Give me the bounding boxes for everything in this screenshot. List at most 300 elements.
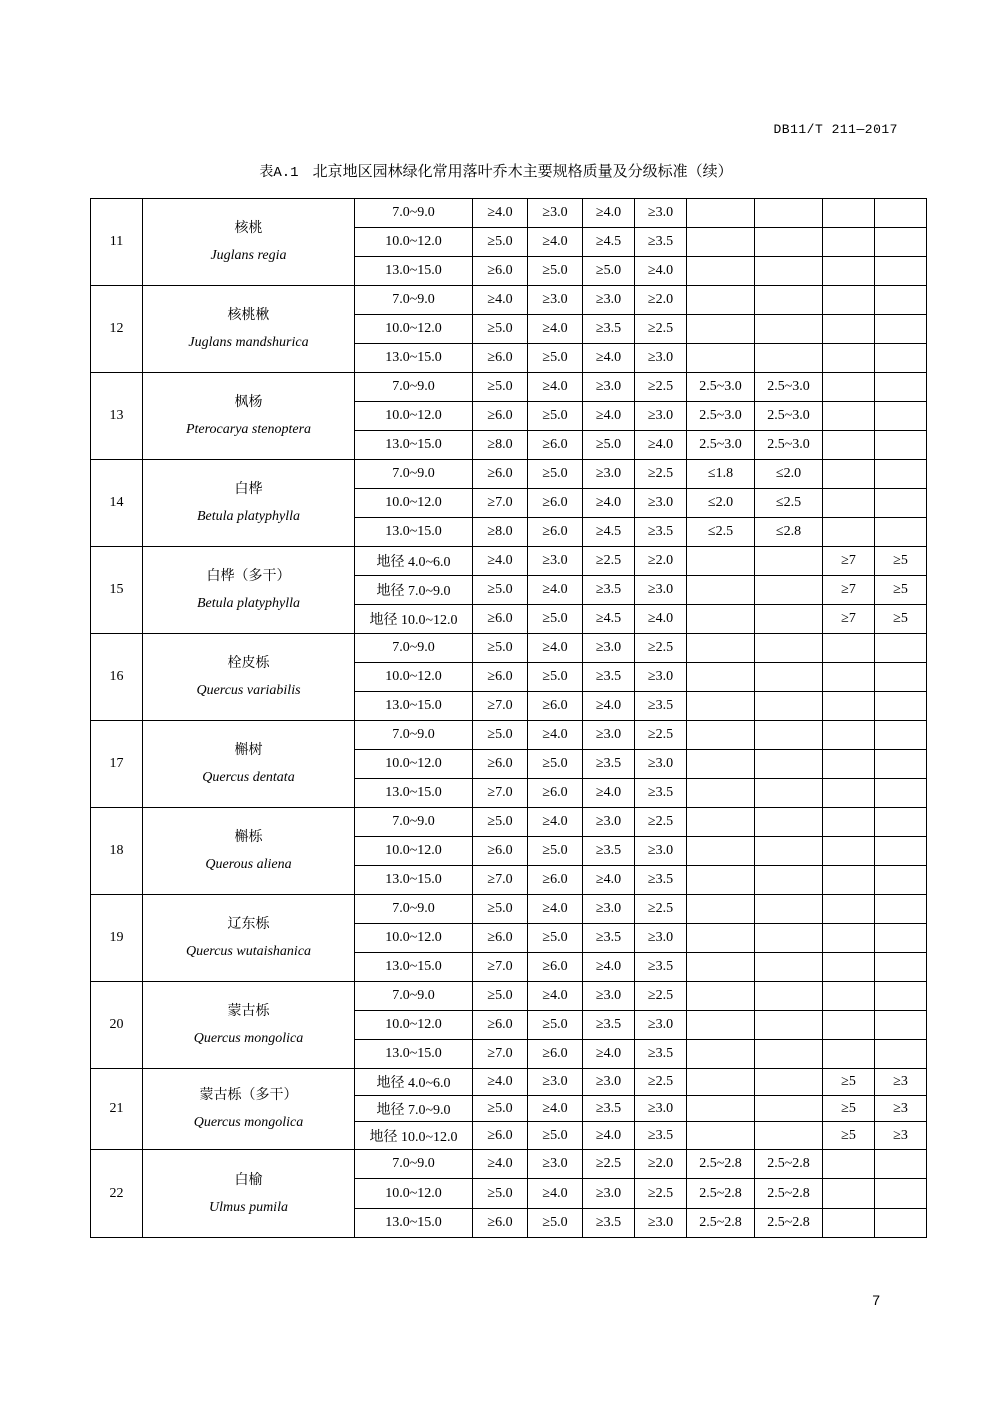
spec-value-cell: ≥4.0 xyxy=(473,547,528,576)
spec-value-cell: 2.5~2.8 xyxy=(687,1179,755,1209)
spec-size-cell: 10.0~12.0 xyxy=(355,402,473,431)
spec-value-cell xyxy=(755,779,823,808)
spec-size-cell: 7.0~9.0 xyxy=(355,895,473,924)
spec-value-cell xyxy=(875,692,927,721)
spec-value-cell xyxy=(755,895,823,924)
spec-value-cell: ≥5.0 xyxy=(473,1179,528,1209)
spec-value-cell: ≥3.0 xyxy=(635,750,687,779)
spec-value-cell xyxy=(755,576,823,605)
spec-value-cell: ≥5 xyxy=(875,576,927,605)
spec-value-cell: ≥6.0 xyxy=(473,663,528,692)
spec-size-cell: 10.0~12.0 xyxy=(355,924,473,953)
spec-value-cell xyxy=(823,228,875,257)
spec-value-cell xyxy=(875,286,927,315)
spec-value-cell: ≥5.0 xyxy=(528,605,583,634)
spec-value-cell: ≥4.0 xyxy=(528,1096,583,1122)
spec-value-cell: ≥6.0 xyxy=(473,1011,528,1040)
spec-value-cell: ≥6.0 xyxy=(528,489,583,518)
species-name-cell xyxy=(143,199,355,286)
spec-value-cell: ≥3.0 xyxy=(528,199,583,228)
species-name-cell xyxy=(143,1150,355,1238)
spec-value-cell: ≥4.0 xyxy=(583,692,635,721)
spec-value-cell xyxy=(823,1040,875,1069)
species-number: 20 xyxy=(91,982,143,1069)
spec-size-cell: 10.0~12.0 xyxy=(355,837,473,866)
table-title xyxy=(0,160,992,181)
spec-size-cell: 13.0~15.0 xyxy=(355,953,473,982)
spec-value-cell: ≥5 xyxy=(823,1122,875,1150)
spec-value-cell: ≥4.0 xyxy=(583,402,635,431)
spec-value-cell xyxy=(875,663,927,692)
spec-value-cell xyxy=(755,866,823,895)
spec-size-cell: 地径 7.0~9.0 xyxy=(355,1096,473,1122)
spec-value-cell: ≥5.0 xyxy=(473,895,528,924)
spec-value-cell: ≥3.0 xyxy=(583,373,635,402)
spec-value-cell xyxy=(755,663,823,692)
spec-value-cell: ≥5.0 xyxy=(473,634,528,663)
spec-value-cell: ≥4.0 xyxy=(635,257,687,286)
spec-size-cell: 地径 4.0~6.0 xyxy=(355,1069,473,1096)
spec-size-cell: 7.0~9.0 xyxy=(355,286,473,315)
spec-value-cell xyxy=(687,924,755,953)
spec-value-cell: 2.5~2.8 xyxy=(687,1209,755,1238)
species-number: 16 xyxy=(91,634,143,721)
spec-value-cell xyxy=(755,982,823,1011)
species-name-cell xyxy=(143,634,355,721)
spec-value-cell: ≥7.0 xyxy=(473,1040,528,1069)
spec-size-cell: 7.0~9.0 xyxy=(355,808,473,837)
spec-value-cell: ≥3.0 xyxy=(635,402,687,431)
species-chinese-name: 核桃 xyxy=(234,220,263,236)
spec-value-cell: 2.5~2.8 xyxy=(755,1179,823,1209)
spec-value-cell: ≥3.5 xyxy=(583,1096,635,1122)
spec-value-cell: ≥3.5 xyxy=(583,315,635,344)
spec-value-cell: ≥3.0 xyxy=(583,634,635,663)
spec-value-cell: ≥6.0 xyxy=(528,1040,583,1069)
spec-value-cell: ≥6.0 xyxy=(528,431,583,460)
spec-value-cell: ≥4.0 xyxy=(528,315,583,344)
spec-value-cell xyxy=(687,199,755,228)
spec-value-cell: 2.5~3.0 xyxy=(755,431,823,460)
spec-value-cell: ≥3.0 xyxy=(583,895,635,924)
document-code: DB11/T 211—2017 xyxy=(773,122,898,137)
spec-value-cell xyxy=(875,1179,927,1209)
spec-value-cell: ≥6.0 xyxy=(473,344,528,373)
spec-value-cell xyxy=(823,402,875,431)
spec-value-cell xyxy=(687,1096,755,1122)
spec-value-cell: ≥5.0 xyxy=(473,315,528,344)
spec-value-cell: ≥3 xyxy=(875,1069,927,1096)
species-chinese-name: 栓皮栎 xyxy=(227,655,270,671)
spec-value-cell xyxy=(875,953,927,982)
spec-value-cell: ≥6.0 xyxy=(528,518,583,547)
spec-value-cell xyxy=(687,286,755,315)
spec-value-cell: ≥6.0 xyxy=(473,402,528,431)
table-row xyxy=(91,199,927,228)
spec-value-cell: ≥4.5 xyxy=(583,228,635,257)
spec-value-cell xyxy=(687,1011,755,1040)
spec-value-cell xyxy=(687,1122,755,1150)
spec-value-cell: ≥2.0 xyxy=(635,547,687,576)
spec-value-cell xyxy=(687,953,755,982)
spec-value-cell: ≥3.0 xyxy=(635,924,687,953)
spec-size-cell: 10.0~12.0 xyxy=(355,1011,473,1040)
spec-value-cell: ≥3.0 xyxy=(528,1069,583,1096)
spec-value-cell xyxy=(875,866,927,895)
species-number: 15 xyxy=(91,547,143,634)
spec-value-cell: ≥3.0 xyxy=(635,576,687,605)
spec-value-cell: ≥5.0 xyxy=(473,576,528,605)
spec-value-cell xyxy=(875,373,927,402)
spec-value-cell xyxy=(755,228,823,257)
spec-size-cell: 地径 10.0~12.0 xyxy=(355,1122,473,1150)
spec-value-cell: ≥3.5 xyxy=(635,779,687,808)
table-number: 表A.1 xyxy=(259,165,299,181)
table-caption: 北京地区园林绿化常用落叶乔木主要规格质量及分级标准（续） xyxy=(312,162,733,180)
spec-value-cell: 2.5~3.0 xyxy=(687,431,755,460)
spec-value-cell: ≥2.5 xyxy=(635,373,687,402)
spec-value-cell: ≥2.5 xyxy=(635,1069,687,1096)
spec-value-cell: ≥5.0 xyxy=(528,460,583,489)
species-chinese-name: 核桃楸 xyxy=(227,307,270,323)
spec-value-cell: ≥4.0 xyxy=(528,721,583,750)
species-chinese-name: 蒙古栎 xyxy=(227,1003,270,1019)
spec-value-cell xyxy=(875,1040,927,1069)
spec-value-cell xyxy=(755,344,823,373)
spec-value-cell xyxy=(755,199,823,228)
spec-value-cell: ≥3.5 xyxy=(583,576,635,605)
spec-value-cell: ≥3 xyxy=(875,1122,927,1150)
spec-size-cell: 13.0~15.0 xyxy=(355,1040,473,1069)
species-name-cell xyxy=(143,721,355,808)
spec-value-cell: ≥4.0 xyxy=(528,1179,583,1209)
spec-value-cell: ≥3.0 xyxy=(583,460,635,489)
spec-value-cell: ≥3.5 xyxy=(635,518,687,547)
spec-value-cell: ≥5.0 xyxy=(528,257,583,286)
spec-value-cell: ≥4.0 xyxy=(473,1150,528,1179)
spec-value-cell: ≤1.8 xyxy=(687,460,755,489)
spec-value-cell xyxy=(823,721,875,750)
spec-value-cell: ≥2.5 xyxy=(635,460,687,489)
spec-value-cell xyxy=(687,750,755,779)
spec-value-cell: ≥4.0 xyxy=(583,953,635,982)
species-name-cell xyxy=(143,1069,355,1150)
species-latin-name: Quercus mongolica xyxy=(193,1115,304,1130)
spec-value-cell: ≥4.0 xyxy=(528,373,583,402)
spec-value-cell xyxy=(875,344,927,373)
spec-value-cell xyxy=(687,982,755,1011)
species-name-cell xyxy=(143,373,355,460)
species-chinese-name: 槲树 xyxy=(234,742,263,758)
spec-value-cell: ≥7 xyxy=(823,547,875,576)
spec-value-cell: ≥4.0 xyxy=(635,605,687,634)
spec-value-cell: ≥5.0 xyxy=(473,228,528,257)
spec-value-cell: ≥7.0 xyxy=(473,779,528,808)
spec-value-cell xyxy=(875,1209,927,1238)
spec-size-cell: 10.0~12.0 xyxy=(355,489,473,518)
spec-value-cell: ≥3.0 xyxy=(583,982,635,1011)
spec-value-cell xyxy=(823,692,875,721)
spec-size-cell: 7.0~9.0 xyxy=(355,199,473,228)
species-latin-name: Quercus variabilis xyxy=(196,683,301,698)
spec-size-cell: 7.0~9.0 xyxy=(355,1150,473,1179)
spec-value-cell xyxy=(875,402,927,431)
spec-value-cell: ≥6.0 xyxy=(473,605,528,634)
spec-value-cell: ≥3.5 xyxy=(583,924,635,953)
spec-value-cell xyxy=(755,808,823,837)
spec-value-cell xyxy=(823,634,875,663)
spec-value-cell: ≥3 xyxy=(875,1096,927,1122)
spec-value-cell xyxy=(875,199,927,228)
spec-value-cell xyxy=(755,924,823,953)
spec-value-cell: ≥3.0 xyxy=(635,1096,687,1122)
spec-size-cell: 10.0~12.0 xyxy=(355,315,473,344)
spec-size-cell: 13.0~15.0 xyxy=(355,344,473,373)
spec-value-cell: ≥2.0 xyxy=(635,1150,687,1179)
spec-value-cell: ≥5.0 xyxy=(583,257,635,286)
spec-value-cell xyxy=(755,721,823,750)
table-row xyxy=(91,547,927,576)
spec-value-cell: ≥4.5 xyxy=(583,518,635,547)
spec-value-cell xyxy=(823,286,875,315)
page-number: 7 xyxy=(872,1292,880,1308)
spec-value-cell: ≥2.5 xyxy=(583,547,635,576)
spec-value-cell xyxy=(687,779,755,808)
species-latin-name: Betula platyphylla xyxy=(196,509,301,524)
spec-value-cell xyxy=(687,547,755,576)
spec-value-cell xyxy=(687,663,755,692)
spec-value-cell: ≥3.0 xyxy=(635,837,687,866)
spec-value-cell xyxy=(687,634,755,663)
spec-value-cell xyxy=(875,1150,927,1179)
spec-value-cell xyxy=(875,895,927,924)
spec-value-cell: ≥3.0 xyxy=(635,663,687,692)
spec-value-cell: ≥4.0 xyxy=(583,866,635,895)
spec-value-cell: ≥5.0 xyxy=(528,402,583,431)
spec-value-cell: 2.5~3.0 xyxy=(687,373,755,402)
species-number: 13 xyxy=(91,373,143,460)
spec-value-cell: ≥4.0 xyxy=(583,344,635,373)
species-chinese-name: 白桦 xyxy=(234,481,263,497)
spec-value-cell: ≤2.5 xyxy=(755,489,823,518)
spec-value-cell: ≥3.5 xyxy=(635,866,687,895)
spec-value-cell: ≥3.5 xyxy=(583,750,635,779)
spec-value-cell xyxy=(823,518,875,547)
species-number: 11 xyxy=(91,199,143,286)
species-latin-name: Quercus mongolica xyxy=(193,1031,304,1046)
spec-value-cell xyxy=(823,924,875,953)
spec-size-cell: 7.0~9.0 xyxy=(355,721,473,750)
spec-value-cell xyxy=(755,547,823,576)
spec-value-cell: ≥4.0 xyxy=(583,1122,635,1150)
spec-value-cell xyxy=(755,953,823,982)
spec-value-cell xyxy=(875,431,927,460)
spec-size-cell: 地径 4.0~6.0 xyxy=(355,547,473,576)
spec-value-cell xyxy=(687,692,755,721)
spec-value-cell xyxy=(823,199,875,228)
spec-value-cell: ≥3.5 xyxy=(635,953,687,982)
spec-value-cell: ≥3.0 xyxy=(528,286,583,315)
species-name-cell xyxy=(143,286,355,373)
species-number: 17 xyxy=(91,721,143,808)
spec-value-cell: ≥5 xyxy=(875,547,927,576)
spec-value-cell xyxy=(823,953,875,982)
spec-value-cell xyxy=(875,228,927,257)
spec-value-cell: ≥2.5 xyxy=(635,982,687,1011)
table-row xyxy=(91,373,927,402)
spec-size-cell: 13.0~15.0 xyxy=(355,692,473,721)
spec-value-cell xyxy=(687,808,755,837)
spec-size-cell: 10.0~12.0 xyxy=(355,228,473,257)
table-row xyxy=(91,895,927,924)
spec-value-cell: 2.5~3.0 xyxy=(687,402,755,431)
spec-size-cell: 13.0~15.0 xyxy=(355,779,473,808)
spec-value-cell: ≥6.0 xyxy=(473,924,528,953)
spec-value-cell xyxy=(823,1179,875,1209)
table-row xyxy=(91,286,927,315)
spec-value-cell xyxy=(823,1011,875,1040)
spec-size-cell: 7.0~9.0 xyxy=(355,982,473,1011)
spec-value-cell xyxy=(823,373,875,402)
table-row xyxy=(91,634,927,663)
spec-value-cell: ≥6.0 xyxy=(473,1209,528,1238)
spec-value-cell: ≥7.0 xyxy=(473,953,528,982)
spec-value-cell: ≥5.0 xyxy=(473,373,528,402)
spec-value-cell xyxy=(875,721,927,750)
spec-value-cell: ≥5.0 xyxy=(473,1096,528,1122)
spec-value-cell: ≥6.0 xyxy=(528,866,583,895)
spec-value-cell: ≥3.5 xyxy=(583,663,635,692)
spec-value-cell: ≥2.5 xyxy=(635,634,687,663)
spec-value-cell: ≥4.0 xyxy=(473,286,528,315)
spec-value-cell xyxy=(755,634,823,663)
spec-value-cell: ≥7.0 xyxy=(473,692,528,721)
spec-value-cell xyxy=(875,924,927,953)
spec-value-cell: ≥3.5 xyxy=(635,1122,687,1150)
species-latin-name: Quercus dentata xyxy=(202,770,295,785)
spec-size-cell: 地径 7.0~9.0 xyxy=(355,576,473,605)
spec-value-cell: ≥4.0 xyxy=(583,489,635,518)
spec-value-cell: ≥4.0 xyxy=(528,228,583,257)
spec-value-cell: ≥4.0 xyxy=(528,576,583,605)
spec-value-cell: ≥3.0 xyxy=(583,1179,635,1209)
spec-value-cell xyxy=(687,895,755,924)
spec-value-cell: ≥2.5 xyxy=(635,315,687,344)
spec-value-cell xyxy=(687,1040,755,1069)
spec-value-cell: ≥3.0 xyxy=(635,489,687,518)
spec-value-cell xyxy=(823,779,875,808)
spec-value-cell: 2.5~2.8 xyxy=(687,1150,755,1179)
spec-value-cell: ≥3.5 xyxy=(635,1040,687,1069)
spec-value-cell xyxy=(687,1069,755,1096)
spec-value-cell xyxy=(823,750,875,779)
spec-value-cell xyxy=(687,257,755,286)
spec-value-cell xyxy=(755,1069,823,1096)
spec-value-cell: ≥2.5 xyxy=(635,721,687,750)
spec-value-cell xyxy=(875,257,927,286)
spec-value-cell xyxy=(755,692,823,721)
spec-value-cell: ≥4.0 xyxy=(473,1069,528,1096)
table-row xyxy=(91,1069,927,1096)
species-latin-name: Pterocarya stenoptera xyxy=(185,422,312,437)
spec-value-cell xyxy=(875,460,927,489)
spec-value-cell xyxy=(755,1122,823,1150)
spec-value-cell xyxy=(755,837,823,866)
spec-size-cell: 13.0~15.0 xyxy=(355,257,473,286)
spec-value-cell: ≥3.0 xyxy=(635,344,687,373)
spec-value-cell xyxy=(687,228,755,257)
spec-value-cell: 2.5~2.8 xyxy=(755,1209,823,1238)
spec-size-cell: 13.0~15.0 xyxy=(355,866,473,895)
spec-size-cell: 10.0~12.0 xyxy=(355,750,473,779)
species-number: 21 xyxy=(91,1069,143,1150)
spec-value-cell xyxy=(755,1040,823,1069)
species-latin-name: Betula platyphylla xyxy=(196,596,301,611)
spec-value-cell: ≥3.0 xyxy=(635,1209,687,1238)
spec-value-cell: ≥3.0 xyxy=(583,721,635,750)
spec-value-cell: ≤2.8 xyxy=(755,518,823,547)
spec-value-cell: ≥3.0 xyxy=(528,1150,583,1179)
spec-value-cell xyxy=(875,779,927,808)
spec-value-cell: ≥2.5 xyxy=(635,1179,687,1209)
table-row xyxy=(91,982,927,1011)
spec-value-cell xyxy=(755,1011,823,1040)
spec-value-cell xyxy=(875,808,927,837)
spec-value-cell xyxy=(875,518,927,547)
spec-value-cell: ≥2.5 xyxy=(583,1150,635,1179)
spec-value-cell xyxy=(875,315,927,344)
spec-value-cell: ≥2.5 xyxy=(635,895,687,924)
spec-value-cell xyxy=(823,344,875,373)
spec-value-cell: ≥6.0 xyxy=(528,953,583,982)
species-number: 19 xyxy=(91,895,143,982)
species-latin-name: Ulmus pumila xyxy=(209,1199,288,1215)
table-row xyxy=(91,1150,927,1179)
spec-value-cell xyxy=(875,837,927,866)
spec-value-cell: ≥6.0 xyxy=(528,779,583,808)
spec-value-cell: ≥8.0 xyxy=(473,518,528,547)
species-number: 14 xyxy=(91,460,143,547)
spec-value-cell: ≥5.0 xyxy=(583,431,635,460)
spec-value-cell: ≤2.0 xyxy=(755,460,823,489)
species-chinese-name: 蒙古栎（多干） xyxy=(199,1087,298,1103)
spec-value-cell: ≥5.0 xyxy=(528,344,583,373)
spec-value-cell: ≥2.0 xyxy=(635,286,687,315)
spec-value-cell xyxy=(823,257,875,286)
spec-value-cell: ≥3.0 xyxy=(583,808,635,837)
spec-value-cell: ≥4.0 xyxy=(528,895,583,924)
spec-value-cell: ≥6.0 xyxy=(473,837,528,866)
table-row xyxy=(91,721,927,750)
spec-value-cell: ≥5.0 xyxy=(528,750,583,779)
spec-size-cell: 地径 10.0~12.0 xyxy=(355,605,473,634)
spec-value-cell: ≥8.0 xyxy=(473,431,528,460)
species-name-cell xyxy=(143,460,355,547)
spec-value-cell: ≥4.0 xyxy=(528,982,583,1011)
species-name-cell xyxy=(143,982,355,1069)
spec-value-cell xyxy=(823,663,875,692)
spec-value-cell xyxy=(687,315,755,344)
spec-value-cell: ≥4.0 xyxy=(528,808,583,837)
spec-value-cell xyxy=(823,808,875,837)
species-chinese-name: 枫杨 xyxy=(234,394,263,410)
spec-size-cell: 7.0~9.0 xyxy=(355,373,473,402)
spec-value-cell: ≥2.5 xyxy=(635,808,687,837)
spec-value-cell: ≥4.0 xyxy=(583,779,635,808)
spec-value-cell: ≥4.0 xyxy=(583,1040,635,1069)
spec-value-cell: 2.5~2.8 xyxy=(755,1150,823,1179)
spec-value-cell: ≥7 xyxy=(823,605,875,634)
